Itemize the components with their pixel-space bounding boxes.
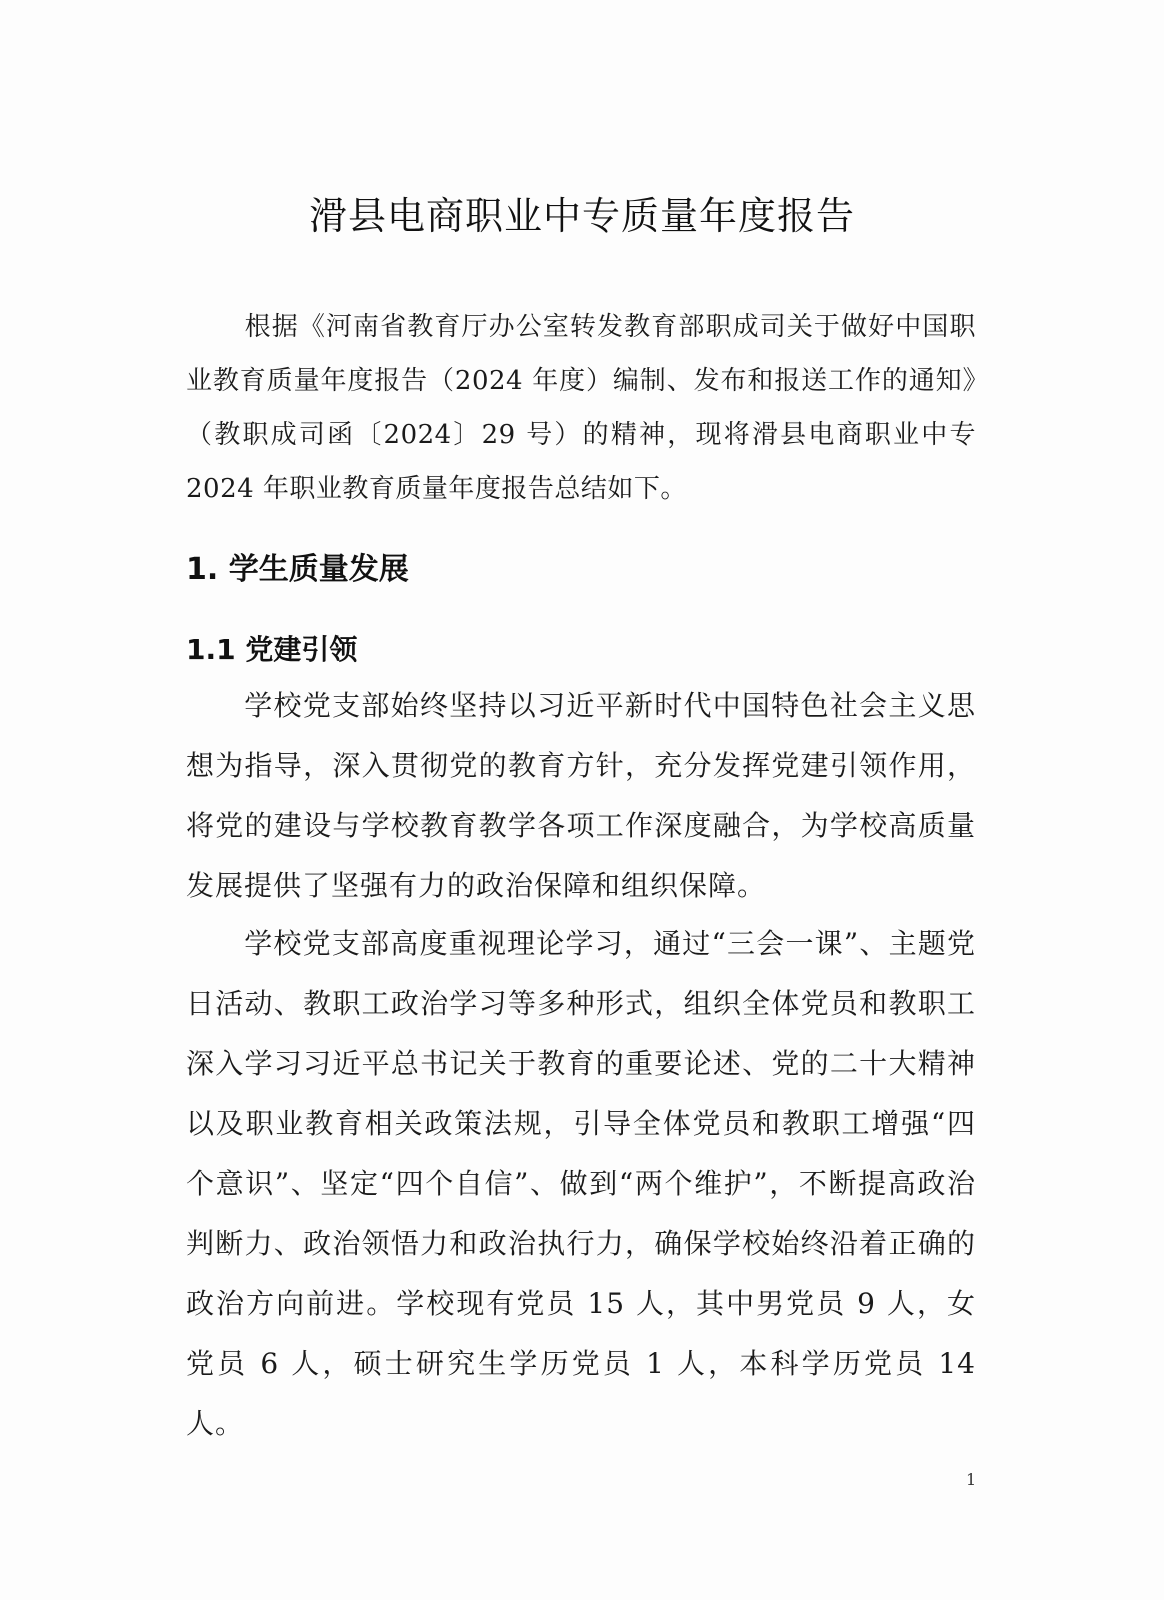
document-title: 滑县电商职业中专质量年度报告	[308, 194, 855, 238]
section-heading-1: 1. 学生质量发展	[186, 552, 409, 587]
intro-text: 根据《河南省教育厅办公室转发教育部职成司关于做好中国职业教育质量年度报告（2024 年度）编制、发布和报送工作的通知》（教职成司函〔2024〕29 号）的精神，现将滑县电商职业中专 2024 年职业教育质量年度报告总结如下。	[186, 312, 976, 504]
paragraph-text: 学校党支部高度重视理论学习，通过“三会一课”、主题党日活动、教职工政治学习等多种形式，组织全体党员和教职工深入学习习近平总书记关于教育的重要论述、党的二十大精神以及职业教育相关政策法规，引导全体党员和教职工增强“四个意识”、坚定“四个自信”、做到“两个维护”，不断提高政治判断力、政治领悟力和政治执行力，确保学校始终沿着正确的政治方向前进。学校现有党员 15 人，其中男党员 9 人，女党员 6 人，硕士研究生学历党员 1 人，本科学历党员 14 人。	[186, 927, 976, 1440]
paragraph-text: 学校党支部始终坚持以习近平新时代中国特色社会主义思想为指导，深入贯彻党的教育方针，充分发挥党建引领作用，将党的建设与学校教育教学各项工作深度融合，为学校高质量发展提供了坚强有力的政治保障和组织保障。	[186, 689, 976, 902]
intro-paragraph	[186, 300, 976, 516]
page-number: 1	[966, 1470, 977, 1489]
paragraph-party-leadership	[186, 676, 976, 916]
subsection-heading-1-1: 1.1 党建引领	[186, 633, 358, 666]
paragraph-theory-study	[186, 914, 976, 1454]
